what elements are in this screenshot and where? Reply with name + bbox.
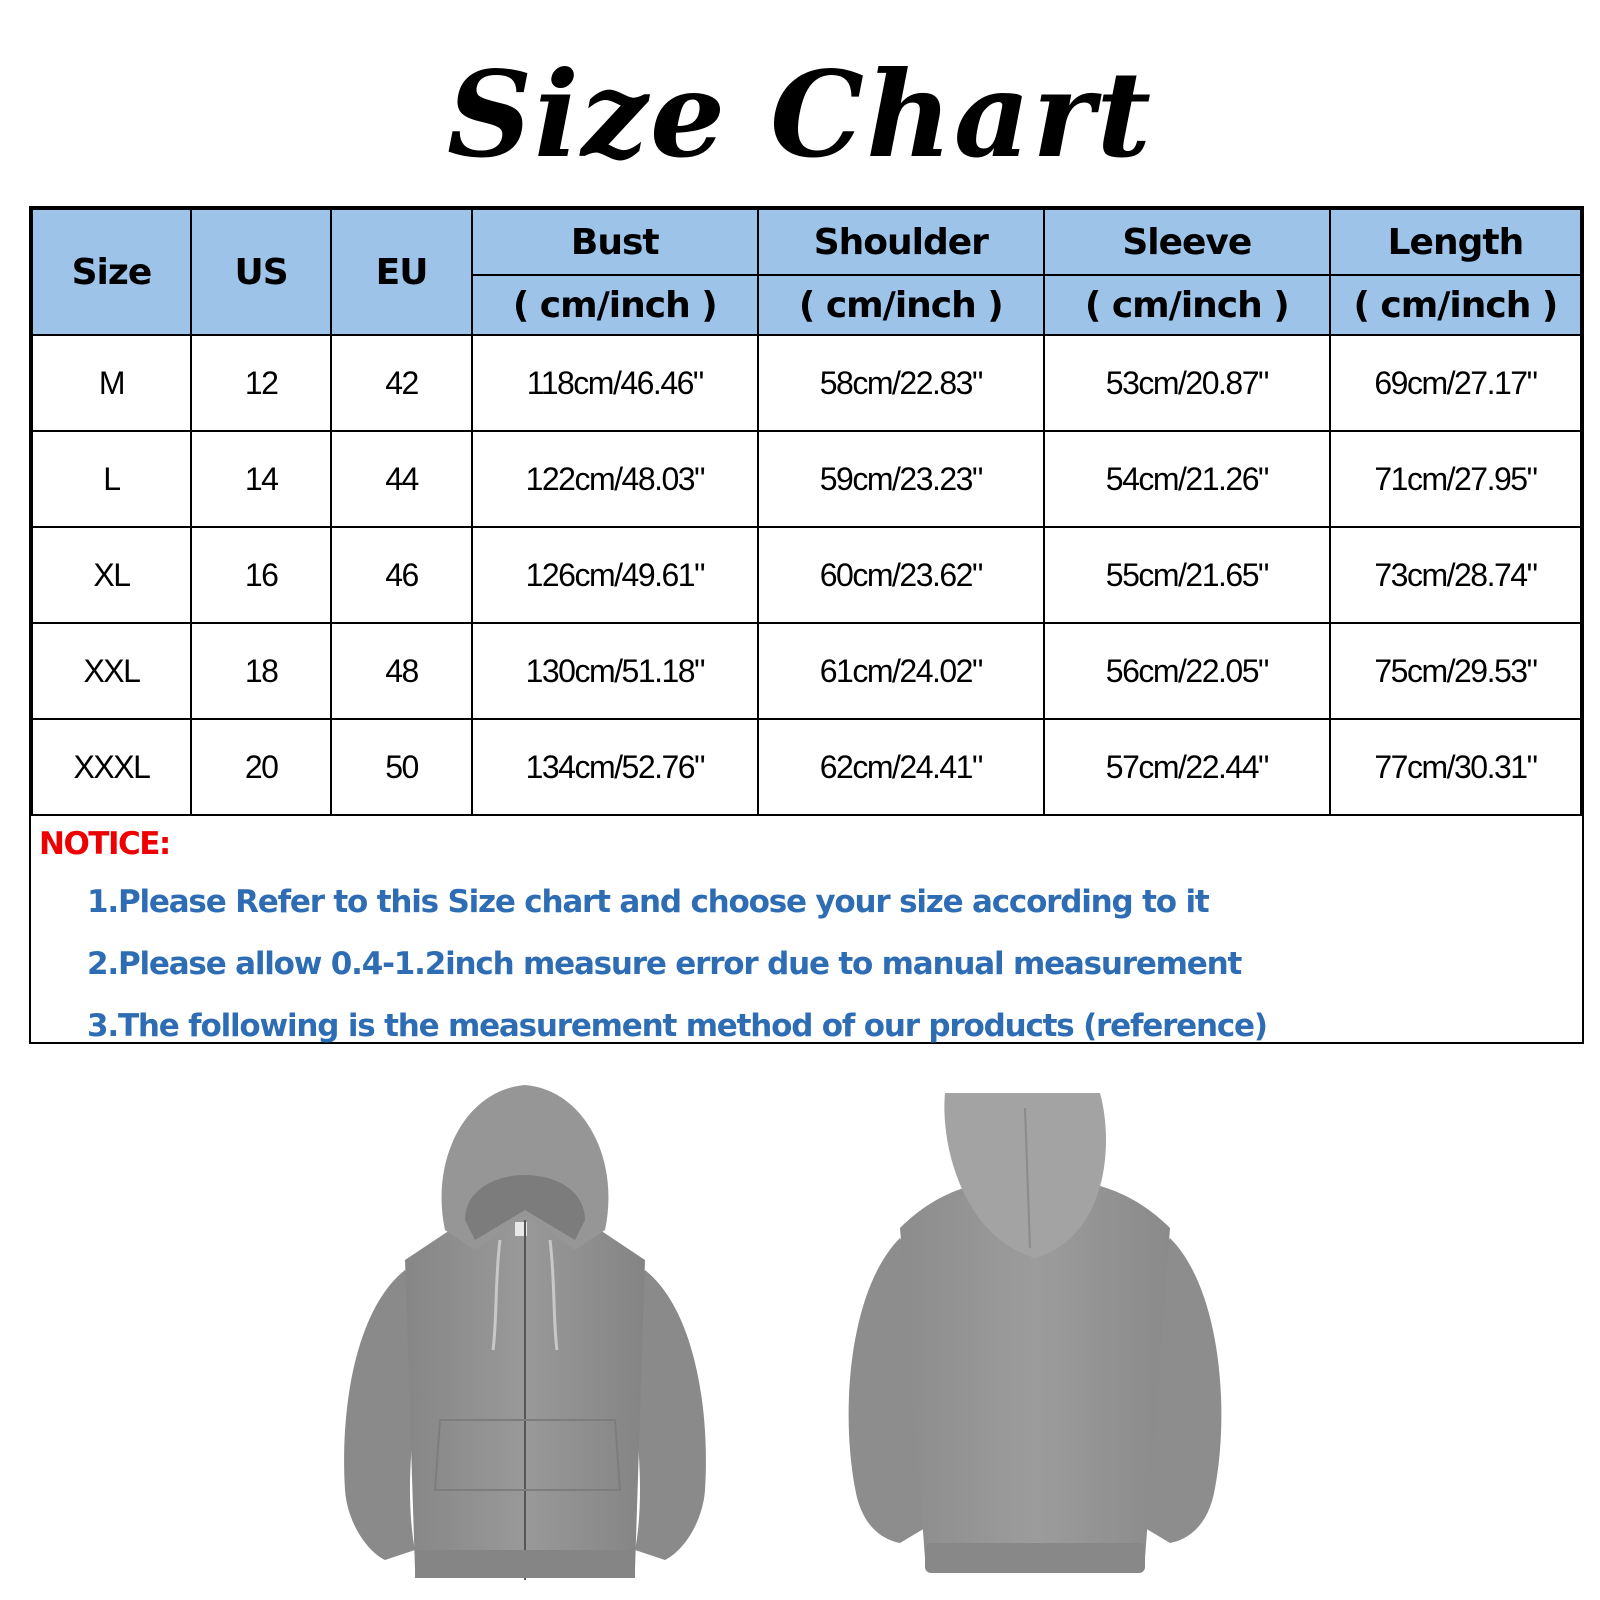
notice-line-3: 3.The following is the measurement method of our products (reference)	[87, 1008, 1267, 1044]
cell-size: L	[32, 431, 191, 527]
cell-bust: 134cm/52.76"	[472, 719, 758, 815]
cell-size: XL	[32, 527, 191, 623]
header-size: Size	[32, 209, 191, 335]
cell-sleeve: 56cm/22.05"	[1044, 623, 1330, 719]
header-sleeve-unit: ( cm/inch )	[1044, 275, 1330, 335]
cell-shoulder: 58cm/22.83"	[758, 335, 1044, 431]
cell-bust: 126cm/49.61"	[472, 527, 758, 623]
cell-length: 69cm/27.17"	[1330, 335, 1581, 431]
page-title: Size Chart	[446, 45, 1154, 184]
header-shoulder: Shoulder	[758, 209, 1044, 275]
cell-shoulder: 61cm/24.02"	[758, 623, 1044, 719]
cell-eu: 48	[331, 623, 471, 719]
cell-eu: 44	[331, 431, 471, 527]
cell-us: 20	[191, 719, 331, 815]
front-hoodie-image	[335, 1080, 715, 1600]
cell-shoulder: 60cm/23.62"	[758, 527, 1044, 623]
cell-bust: 118cm/46.46"	[472, 335, 758, 431]
header-eu: EU	[331, 209, 471, 335]
header-length: Length	[1330, 209, 1581, 275]
back-hoodie-image	[845, 1088, 1225, 1593]
cell-sleeve: 55cm/21.65"	[1044, 527, 1330, 623]
header-shoulder-unit: ( cm/inch )	[758, 275, 1044, 335]
cell-sleeve: 53cm/20.87"	[1044, 335, 1330, 431]
table-row	[32, 623, 1581, 719]
cell-bust: 122cm/48.03"	[472, 431, 758, 527]
table-row	[32, 335, 1581, 431]
notice-line-1: 1.Please Refer to this Size chart and choose your size according to it	[87, 884, 1209, 920]
table-row	[32, 431, 1581, 527]
header-bust-unit: ( cm/inch )	[472, 275, 758, 335]
cell-bust: 130cm/51.18"	[472, 623, 758, 719]
cell-shoulder: 62cm/24.41"	[758, 719, 1044, 815]
size-chart	[29, 206, 1584, 1044]
cell-size: XXXL	[32, 719, 191, 815]
product-images	[0, 1050, 1600, 1600]
header-length-unit: ( cm/inch )	[1330, 275, 1581, 335]
cell-length: 77cm/30.31"	[1330, 719, 1581, 815]
table-row	[32, 719, 1581, 815]
size-table	[31, 208, 1582, 816]
notice-title: NOTICE:	[39, 826, 170, 862]
notice-section	[31, 816, 1582, 1042]
table-row	[32, 527, 1581, 623]
cell-eu: 42	[331, 335, 471, 431]
cell-shoulder: 59cm/23.23"	[758, 431, 1044, 527]
header-us: US	[191, 209, 331, 335]
cell-us: 16	[191, 527, 331, 623]
cell-eu: 50	[331, 719, 471, 815]
header-sleeve: Sleeve	[1044, 209, 1330, 275]
cell-eu: 46	[331, 527, 471, 623]
cell-us: 18	[191, 623, 331, 719]
cell-size: XXL	[32, 623, 191, 719]
cell-length: 75cm/29.53"	[1330, 623, 1581, 719]
cell-length: 71cm/27.95"	[1330, 431, 1581, 527]
notice-line-2: 2.Please allow 0.4-1.2inch measure error due to manual measurement	[87, 946, 1242, 982]
cell-us: 14	[191, 431, 331, 527]
header-bust: Bust	[472, 209, 758, 275]
cell-sleeve: 57cm/22.44"	[1044, 719, 1330, 815]
cell-sleeve: 54cm/21.26"	[1044, 431, 1330, 527]
cell-length: 73cm/28.74"	[1330, 527, 1581, 623]
cell-size: M	[32, 335, 191, 431]
cell-us: 12	[191, 335, 331, 431]
